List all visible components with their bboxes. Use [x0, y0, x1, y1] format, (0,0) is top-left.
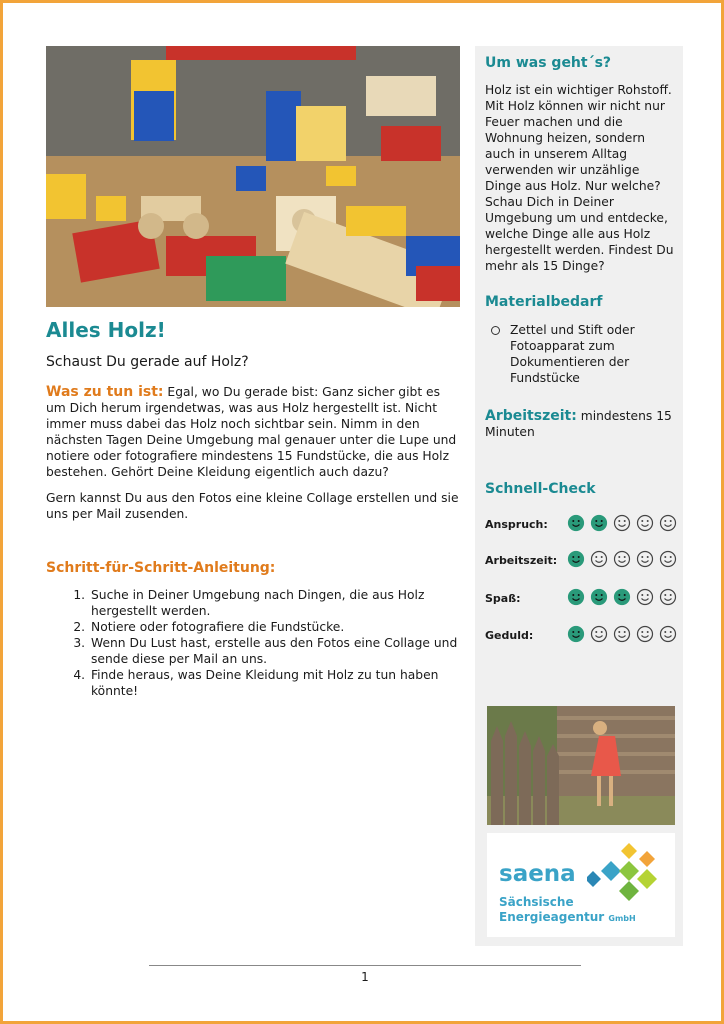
rating-label: Arbeitszeit:: [485, 554, 558, 567]
smiley-filled-icon: [590, 514, 608, 532]
smiley-filled-icon: [567, 550, 585, 568]
circle-bullet-icon: [491, 326, 500, 335]
fence-photo-illustration: [487, 706, 675, 825]
step-item: 1. Suche in Deiner Umgebung nach Dingen, die aus Holz hergestellt werden.: [89, 587, 481, 619]
intro-label: Was zu tun ist:: [46, 384, 164, 400]
hero-photo-wooden-blocks: [46, 46, 460, 307]
rating-row: [485, 625, 675, 645]
material-heading: Materialbedarf: [485, 294, 603, 310]
step-item: 3. Wenn Du Lust hast, erstelle aus den Fotos eine Collage und sende diese per Mail an uns.: [89, 635, 481, 667]
smiley-outline-icon: [636, 514, 654, 532]
about-text: Holz ist ein wichtiger Rohstoff. Mit Holz können wir nicht nur Feuer machen und die Wohnung heizen, sondern auch in unserem Alltag verwenden wir unzählige Dinge aus Holz. Nur welche? Schau Dich in Deiner Umgebung um und entdecke, welche Dinge alle aus Holz hergestellt werden. Findest Du mehr als 15 Dinge?: [485, 83, 674, 273]
smiley-rating: [567, 514, 677, 532]
smiley-outline-icon: [590, 625, 608, 643]
footer-divider: [149, 965, 581, 966]
smiley-outline-icon: [636, 550, 654, 568]
intro-text: Egal, wo Du gerade bist: Ganz sicher gibt es um Dich herum irgendetwas, was aus Holz hergestellt ist. Nicht immer muss dabei das Holz noch sichtbar sein. Nimm in den nächsten Tagen Deine Umgebung mal genauer unter die Lupe und notiere oder fotografiere mindestens 15 Fundstücke, die aus Holz bestehen. Gehört Deine Kleidung eigentlich auch dazu?: [46, 385, 457, 479]
smiley-filled-icon: [567, 514, 585, 532]
smiley-rating: [567, 588, 677, 606]
smiley-outline-icon: [659, 588, 677, 606]
rating-row: [485, 550, 675, 570]
smiley-filled-icon: [567, 588, 585, 606]
steps-heading: Schritt-für-Schritt-Anleitung:: [46, 560, 276, 576]
page-title: Alles Holz!: [46, 318, 166, 342]
smiley-outline-icon: [659, 625, 677, 643]
rating-row: [485, 588, 675, 608]
saena-logo: [487, 833, 675, 937]
smiley-outline-icon: [613, 550, 631, 568]
logo-line2-text: Energieagentur: [499, 910, 605, 924]
smiley-rating: [567, 625, 677, 643]
smiley-outline-icon: [636, 625, 654, 643]
photo-girl-at-wooden-fence: [487, 706, 675, 825]
logo-line2: [499, 910, 636, 926]
smiley-rating: [567, 550, 677, 568]
material-item-text: Zettel und Stift oder Fotoapparat zum Dokumentieren der Fundstücke: [510, 323, 635, 385]
logo-line1: Sächsische: [499, 895, 574, 909]
smiley-outline-icon: [613, 625, 631, 643]
time-block: [485, 408, 677, 440]
step-item: 2. Notiere oder fotografiere die Fundstücke.: [89, 619, 481, 635]
smiley-filled-icon: [590, 588, 608, 606]
step-item: 4. Finde heraus, was Deine Kleidung mit Holz zu tun haben könnte!: [89, 667, 481, 699]
page-number: 1: [361, 970, 369, 984]
time-heading: Arbeitszeit:: [485, 408, 577, 424]
logo-gmbh: GmbH: [608, 914, 636, 923]
check-heading: Schnell-Check: [485, 481, 596, 497]
time-text: mindestens 15 Minuten: [485, 409, 672, 439]
rating-label: Anspruch:: [485, 518, 548, 531]
rating-label: Geduld:: [485, 629, 534, 642]
steps-list: [65, 587, 481, 699]
smiley-filled-icon: [567, 625, 585, 643]
smiley-outline-icon: [636, 588, 654, 606]
rating-label: Spaß:: [485, 592, 521, 605]
smiley-outline-icon: [659, 514, 677, 532]
smiley-outline-icon: [659, 550, 677, 568]
collage-paragraph: Gern kannst Du aus den Fotos eine kleine Collage erstellen und sie uns per Mail zusenden.: [46, 491, 459, 521]
smiley-outline-icon: [590, 550, 608, 568]
wooden-blocks-illustration: [46, 46, 460, 307]
material-list-item: [491, 322, 671, 386]
logo-diamond-mark: [587, 839, 671, 909]
about-heading: Um was geht´s?: [485, 55, 612, 71]
logo-name: saena: [499, 861, 576, 887]
intro-paragraph: [46, 384, 461, 480]
smiley-outline-icon: [613, 514, 631, 532]
rating-row: [485, 514, 675, 534]
smiley-filled-icon: [613, 588, 631, 606]
page-subtitle: Schaust Du gerade auf Holz?: [46, 354, 249, 370]
